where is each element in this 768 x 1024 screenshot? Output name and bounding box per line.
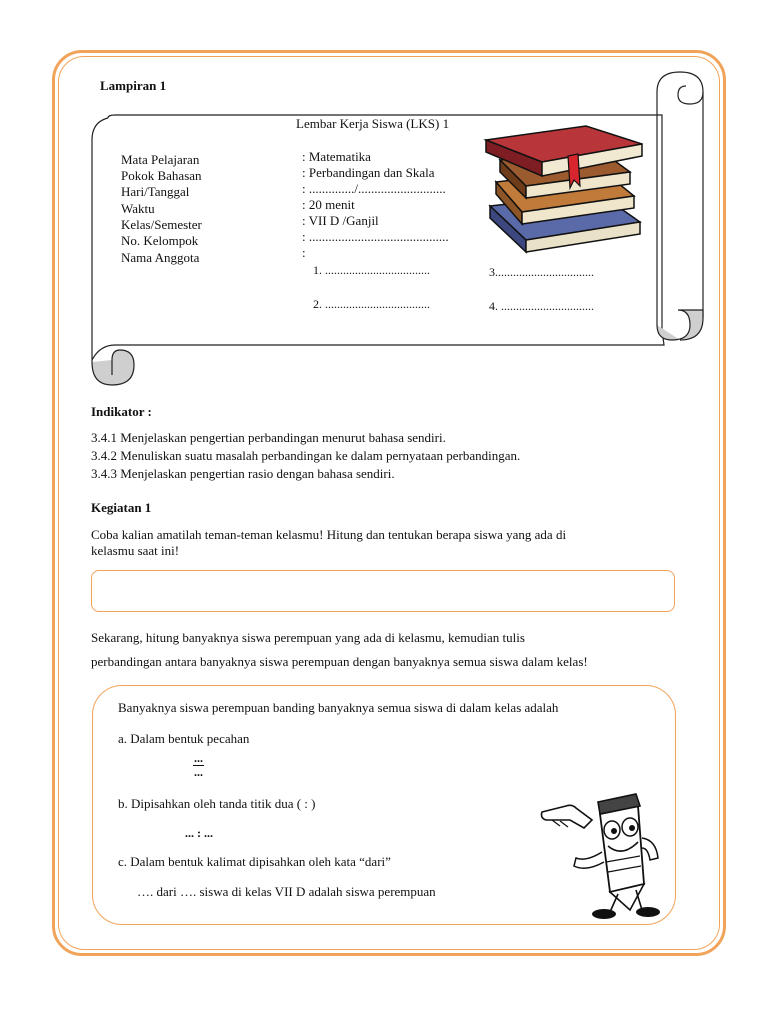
member-1: 1. ................................... <box>313 263 430 277</box>
books-icon <box>482 122 648 256</box>
kegiatan-title: Kegiatan 1 <box>91 500 152 515</box>
value-nama-anggota: : <box>302 245 306 260</box>
ratio-blank[interactable]: ... : ... <box>185 826 213 840</box>
label-no-kelompok: No. Kelompok <box>121 233 199 248</box>
pencil-mascot-icon <box>540 792 666 922</box>
value-waktu: : 20 menit <box>302 197 355 212</box>
kegiatan-para-line1: Sekarang, hitung banyaknya siswa perempuan yang ada di kelasmu, kemudian tulis <box>91 630 525 645</box>
member-3: 3................................. <box>489 265 594 279</box>
option-c-label: c. Dalam bentuk kalimat dipisahkan oleh kata “dari” <box>118 854 391 869</box>
kegiatan-intro-line2: kelasmu saat ini! <box>91 543 180 558</box>
kegiatan-para-line2: perbandingan antara banyaknya siswa perempuan dengan banyaknya semua siswa dalam kelas! <box>91 654 588 669</box>
fraction-denominator: ... <box>194 765 203 779</box>
value-mata-pelajaran: : Matematika <box>302 149 371 164</box>
indikator-title: Indikator : <box>91 404 152 419</box>
value-hari-tanggal: : ............../........................... <box>302 181 446 196</box>
indikator-item-2: 3.4.2 Menuliskan suatu masalah perbandingan ke dalam pernyataan perbandingan. <box>91 448 521 463</box>
value-kelas-semester: : VII D /Ganjil <box>302 213 379 228</box>
label-nama-anggota: Nama Anggota <box>121 250 200 265</box>
label-mata-pelajaran: Mata Pelajaran <box>121 152 200 167</box>
answer-box-total-students[interactable] <box>91 570 675 612</box>
label-hari-tanggal: Hari/Tanggal <box>121 184 190 199</box>
lks-title: Lembar Kerja Siswa (LKS) 1 <box>296 116 450 131</box>
indikator-item-3: 3.4.3 Menjelaskan pengertian rasio dengan bahasa sendiri. <box>91 466 395 481</box>
member-4: 4. ............................... <box>489 299 594 313</box>
fraction-blank[interactable] <box>193 752 204 779</box>
scroll-banner <box>0 0 768 400</box>
value-pokok-bahasan: : Perbandingan dan Skala <box>302 165 435 180</box>
member-2: 2. ................................... <box>313 297 430 311</box>
box-lead-text: Banyaknya siswa perempuan banding banyaknya semua siswa di dalam kelas adalah <box>118 700 559 715</box>
label-pokok-bahasan: Pokok Bahasan <box>121 168 202 183</box>
fraction-numerator: ... <box>194 751 203 765</box>
label-kelas-semester: Kelas/Semester <box>121 217 202 232</box>
label-waktu: Waktu <box>121 201 155 216</box>
option-b-label: b. Dipisahkan oleh tanda titik dua ( : ) <box>118 796 316 811</box>
option-a-label: a. Dalam bentuk pecahan <box>118 731 250 746</box>
kegiatan-intro-line1: Coba kalian amatilah teman-teman kelasmu! Hitung dan tentukan berapa siswa yang ada di <box>91 527 567 542</box>
lampiran-label: Lampiran 1 <box>100 78 167 93</box>
indikator-item-1: 3.4.1 Menjelaskan pengertian perbandingan menurut bahasa sendiri. <box>91 430 446 445</box>
sentence-blank[interactable]: …. dari …. siswa di kelas VII D adalah siswa perempuan <box>137 884 436 899</box>
value-no-kelompok: : ........................................... <box>302 229 449 244</box>
